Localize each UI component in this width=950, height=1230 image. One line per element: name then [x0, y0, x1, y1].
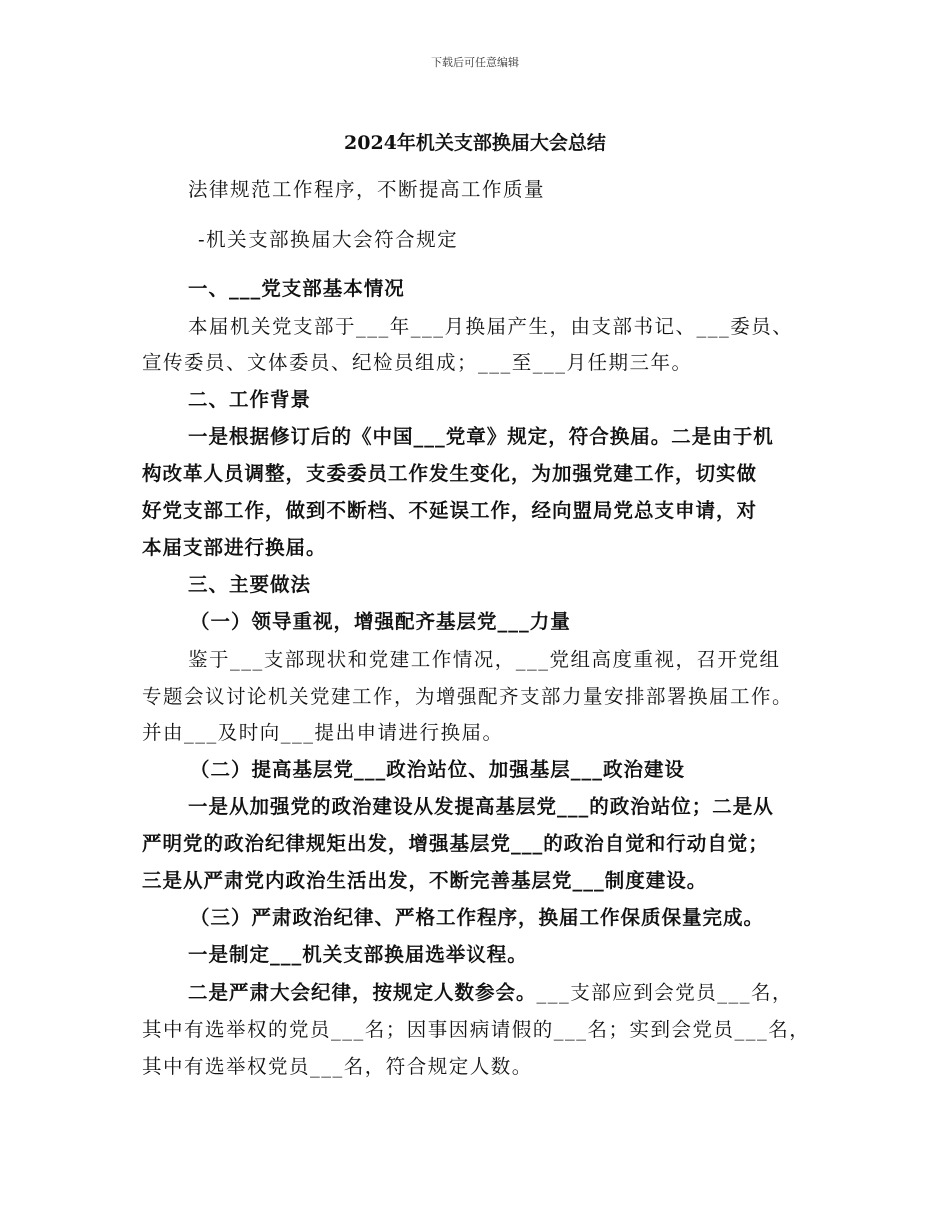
paragraph-line: 其中有选举权党员___名，符合规定人数。: [142, 1055, 533, 1078]
paragraph-line: 宣传委员、文体委员、纪检员组成；___至___月任期三年。: [142, 351, 693, 374]
paragraph-line: 鉴于___支部现状和党建工作情况，___党组高度重视，召开党组: [188, 648, 781, 671]
paragraph-line: 一是制定___机关支部换届选举议程。: [188, 943, 528, 966]
section-heading: 一、___党支部基本情况: [188, 277, 405, 300]
paragraph-line: 一是根据修订后的《中国___党章》规定，符合换届。二是由于机: [188, 425, 774, 448]
paragraph-line: 专题会议讨论机关党建工作，为增强配齐支部力量安排部署换届工作。: [142, 685, 794, 708]
paragraph-line: 其中有选举权的党员___名；因事因病请假的___名；实到会党员___名，: [142, 1018, 811, 1041]
paragraph-line: 一是从加强党的政治建设从发提高基层党___的政治站位；二是从: [188, 795, 774, 818]
subsection-heading: （二）提高基层党___政治站位、加强基层___政治建设: [190, 758, 686, 781]
paragraph-line: 严明党的政治纪律规矩出发，增强基层党___的政治自觉和行动自觉；: [142, 832, 769, 855]
paragraph-line: 构改革人员调整，支委委员工作发生变化，为加强党建工作，切实做: [142, 462, 758, 485]
subtitle-line: 法律规范工作程序，不断提高工作质量: [188, 178, 546, 201]
paragraph-line: 二是严肃大会纪律，按规定人数参会。___支部应到会党员___名，: [188, 981, 794, 1004]
subtitle-line: -机关支部换届大会符合规定: [198, 228, 459, 251]
subsection-heading: （三）严肃政治纪律、严格工作程序，换届工作保质保量完成。: [190, 906, 765, 929]
paragraph-line: 本届机关党支部于___年___月换届产生，由支部书记、___委员、: [188, 315, 794, 338]
page-header: 下载后可任意编辑: [431, 56, 519, 69]
paragraph-line: 三是从严肃党内政治生活出发，不断完善基层党___制度建设。: [142, 869, 708, 892]
paragraph-line: 好党支部工作，做到不断档、不延误工作，经向盟局党总支申请，对: [142, 499, 758, 522]
paragraph-line: 并由___及时向___提出申请进行换届。: [142, 721, 504, 744]
paragraph-line: 本届支部进行换届。: [142, 536, 327, 559]
section-heading: 二、工作背景: [188, 388, 312, 411]
subsection-heading: （一）领导重视，增强配齐基层党___力量: [190, 610, 571, 633]
section-heading: 三、主要做法: [188, 573, 312, 596]
document-title: 2024年机关支部换届大会总结: [344, 132, 606, 154]
